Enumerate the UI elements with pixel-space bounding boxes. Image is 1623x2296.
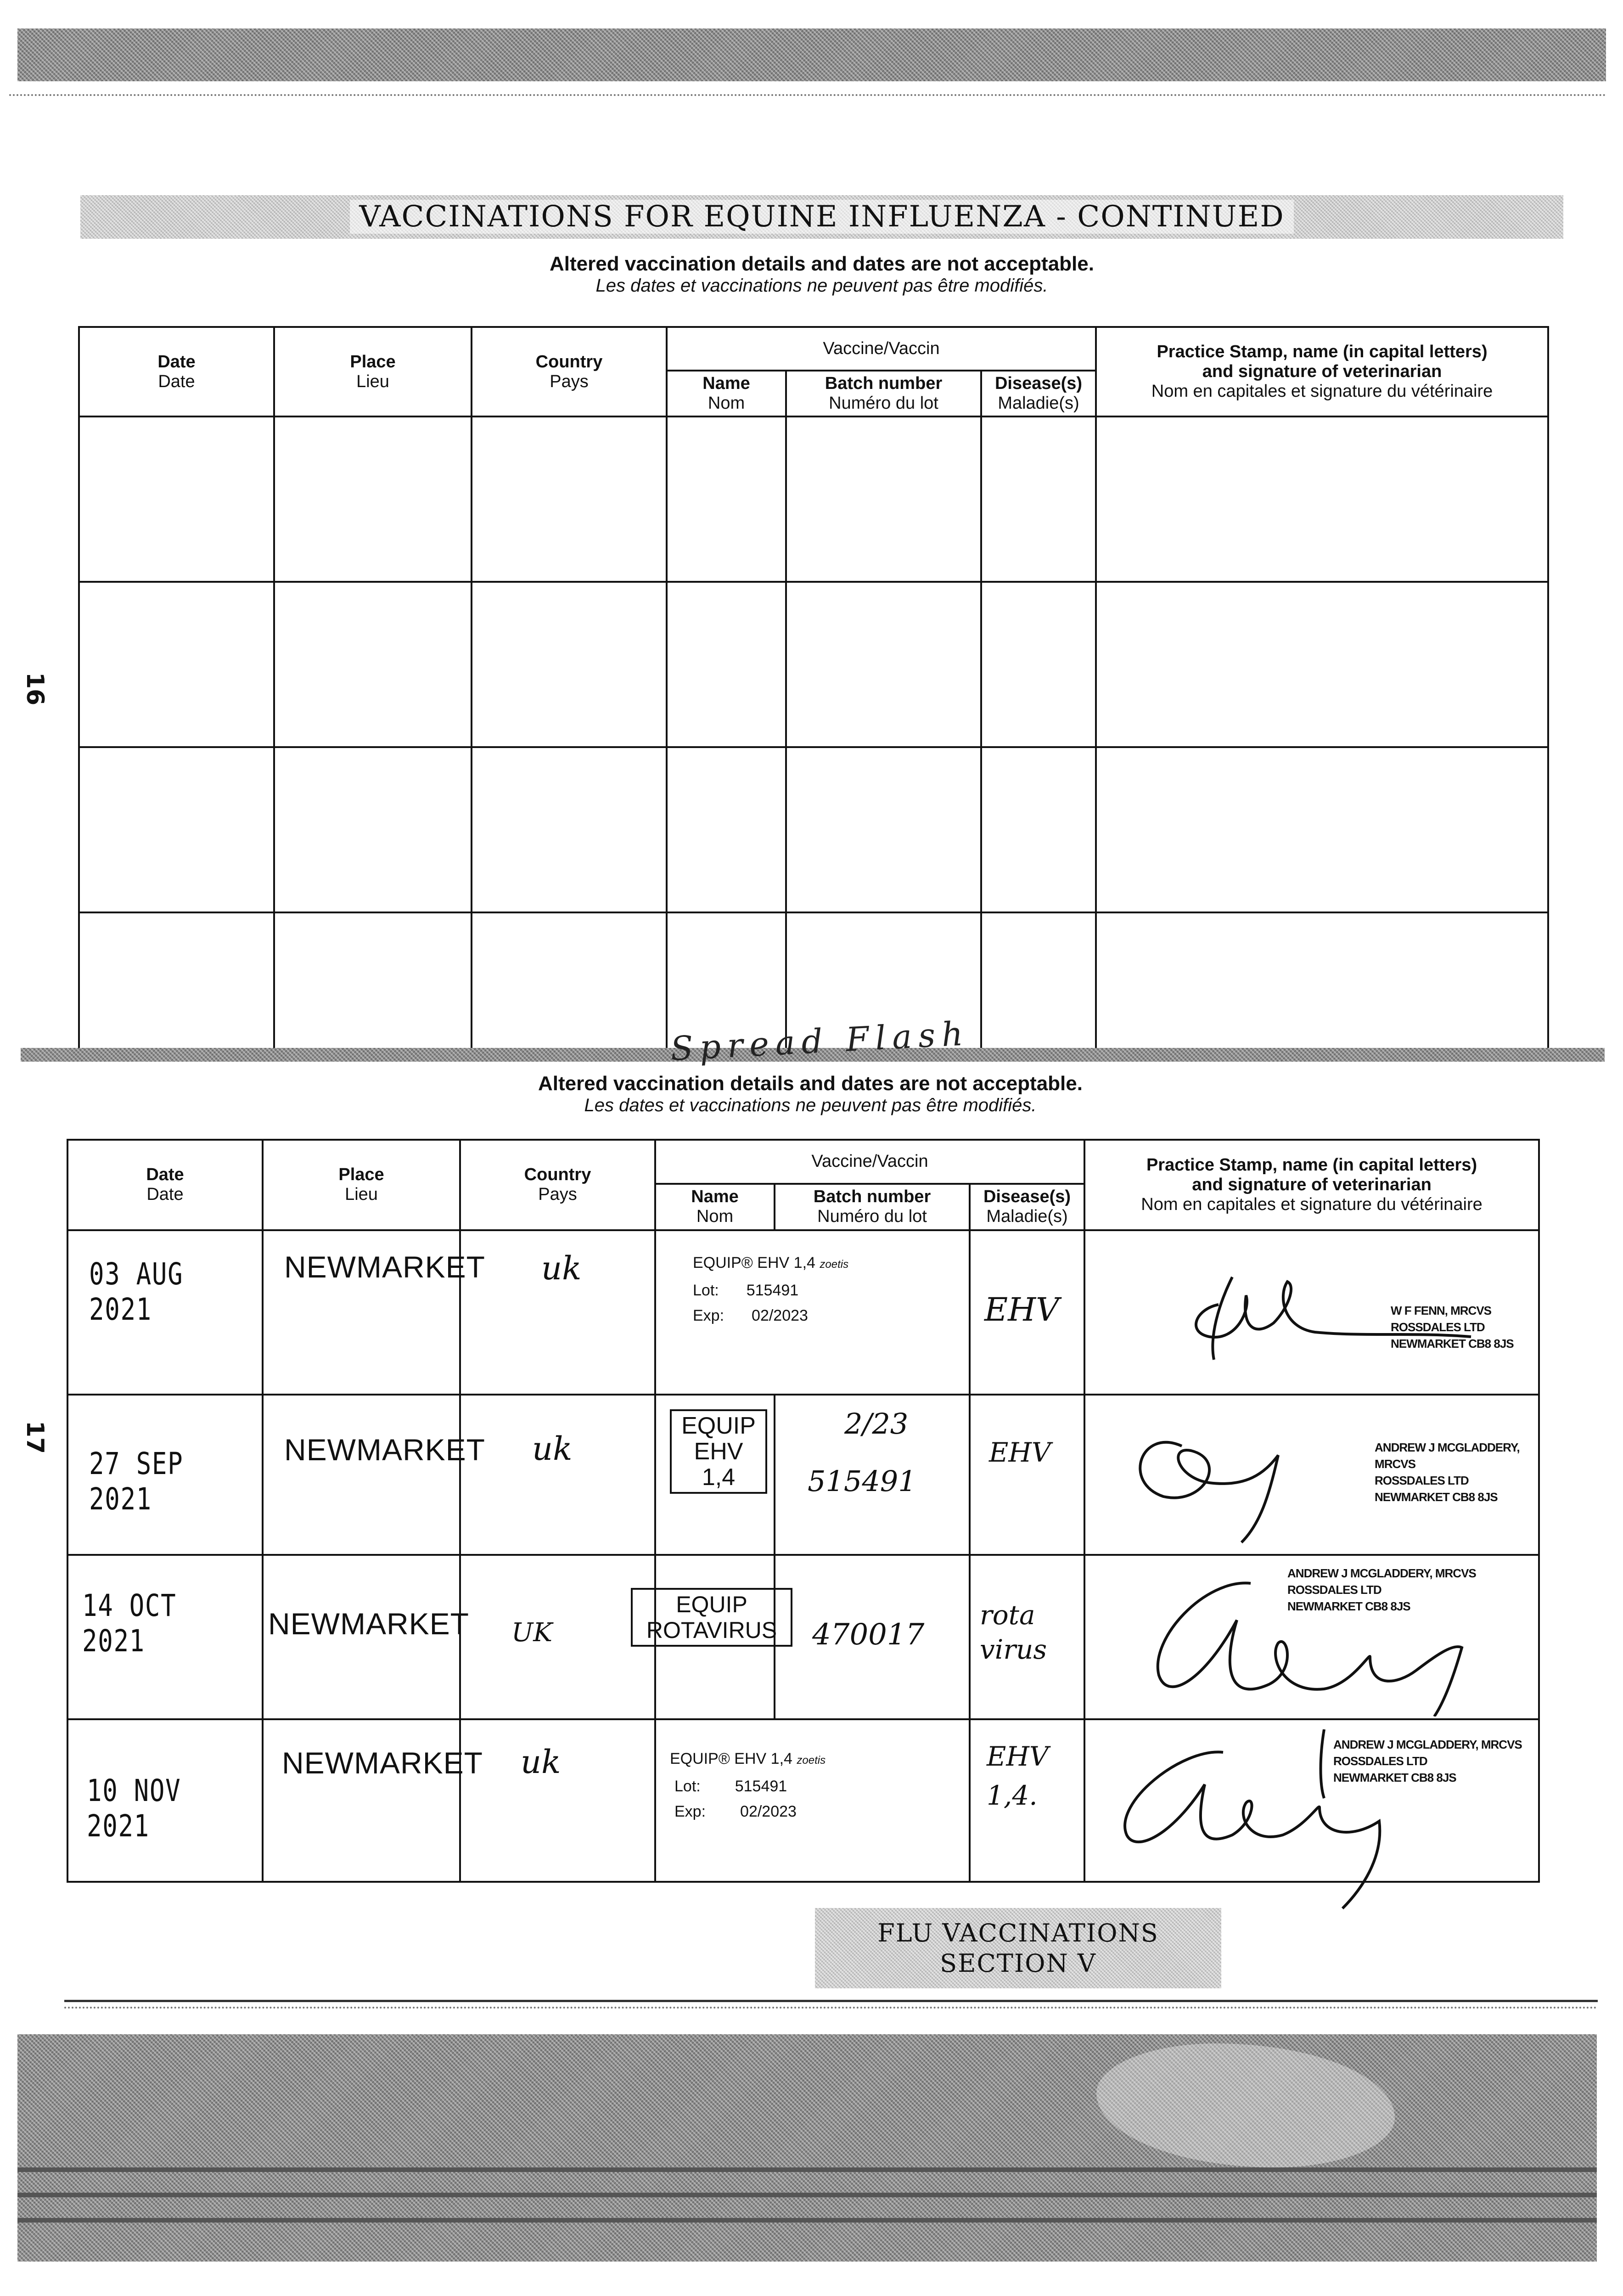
date-stamp: 10 NOV 2021 [87, 1773, 181, 1844]
vet-stamp: ANDREW J MCGLADDERY, MRCVS ROSSDALES LTD NEWMARKET CB8 8JS [1287, 1566, 1476, 1613]
disease-handwritten-line1: rota [980, 1599, 1035, 1631]
date-cell [67, 1719, 263, 1882]
batch-number-handwritten: 470017 [812, 1617, 925, 1652]
table-row [67, 1719, 1539, 1882]
place-cell [263, 1395, 485, 1554]
top-note-en: Altered vaccination details and dates are not acceptable. [550, 253, 1094, 275]
footer-rule [64, 2000, 1598, 2002]
header-name: Name Nom [655, 1184, 775, 1230]
vaccine-exp: Exp: 02/2023 [693, 1306, 808, 1324]
country-cell [460, 1230, 655, 1395]
vaccine-product [693, 1254, 848, 1272]
table-row [67, 1395, 1539, 1554]
bottom-note [69, 1072, 1552, 1116]
vaccine-exp: Exp: 02/2023 [674, 1803, 797, 1821]
header-date: Date Date [79, 327, 274, 416]
vaccine-product-text: EQUIP® EHV 1,4 [670, 1750, 792, 1768]
vaccine-label-cell [655, 1719, 970, 1882]
footer-section-line2: SECTION V [940, 1949, 1096, 1978]
footer-section-line1: FLU VACCINATIONS [877, 1919, 1159, 1947]
table-row [79, 747, 1548, 912]
bottom-band-stripe [17, 2167, 1597, 2172]
country-handwritten: UK [511, 1617, 553, 1648]
vaccine-name-cell [646, 1555, 777, 1720]
disease-handwritten-line2: virus [980, 1633, 1047, 1665]
vaccine-name-stamp: EQUIP EHV 1,4 [670, 1409, 767, 1494]
date-stamp: 27 SEP 2021 [89, 1446, 184, 1517]
country-cell [460, 1719, 655, 1882]
header-name: Name Nom [667, 371, 786, 416]
disease-cell [970, 1719, 1084, 1882]
vet-stamp: W F FENN, MRCVS ROSSDALES LTD NEWMARKET CB8 8JS [1391, 1303, 1514, 1351]
place-cell [263, 1719, 483, 1882]
disease-cell [970, 1555, 1084, 1720]
vaccine-product-text: EQUIP® EHV 1,4 [693, 1254, 815, 1272]
vaccine-product [670, 1750, 826, 1768]
top-header-band [17, 28, 1606, 81]
country-cell [460, 1395, 655, 1554]
country-handwritten: uk [541, 1249, 582, 1287]
bottom-vaccination-table [67, 1139, 1540, 1883]
vaccine-brand: zoetis [797, 1754, 826, 1767]
place-cell [263, 1230, 485, 1395]
vet-cell [1084, 1230, 1539, 1395]
header-practice: Practice Stamp, name (in capital letters) and signature of veterinarian Nom en capitales et signature du vétérinaire [1084, 1140, 1539, 1230]
vaccine-label-cell [655, 1230, 970, 1395]
table-row [67, 1555, 1539, 1720]
bottom-note-fr: Les dates et vaccinations ne peuvent pas être modifiés. [584, 1095, 1037, 1115]
header-vaccine: Vaccine/Vaccin [667, 327, 1096, 371]
disease-handwritten: EHV [984, 1290, 1059, 1328]
vaccine-name-stamp: EQUIP ROTAVIRUS [631, 1588, 792, 1647]
disease-handwritten: EHV [989, 1437, 1051, 1469]
disease-handwritten-line1: EHV [987, 1741, 1049, 1773]
top-section-title-text: VACCINATIONS FOR EQUINE INFLUENZA - CONTINUED [350, 200, 1293, 234]
header-disease: Disease(s) Maladie(s) [970, 1184, 1084, 1230]
disease-cell [970, 1395, 1084, 1554]
page-number-17: 17 [21, 1420, 49, 1454]
header-batch: Batch number Numéro du lot [775, 1184, 970, 1230]
table-row [79, 416, 1548, 582]
bottom-note-en: Altered vaccination details and dates are not acceptable. [538, 1072, 1083, 1095]
bottom-band-stripe [17, 2218, 1597, 2223]
page-number-16: 16 [21, 672, 49, 706]
bottom-band-texture [1096, 2043, 1395, 2167]
top-vaccination-table [78, 326, 1549, 1051]
place-stamp: NEWMARKET [284, 1249, 485, 1284]
place-stamp: NEWMARKET [284, 1433, 485, 1467]
batch-expiry-handwritten: 2/23 [844, 1407, 909, 1441]
top-section-title [80, 195, 1563, 239]
country-cell [460, 1555, 655, 1720]
date-cell [67, 1555, 263, 1720]
vet-stamp: ANDREW J MCGLADDERY, MRCVS ROSSDALES LTD NEWMARKET CB8 8JS [1375, 1441, 1520, 1504]
batch-cell [775, 1395, 970, 1554]
country-handwritten: uk [521, 1743, 561, 1781]
disease-cell [970, 1230, 1084, 1395]
disease-handwritten-line2: 1,4. [987, 1780, 1038, 1812]
place-cell [263, 1555, 469, 1720]
place-stamp: NEWMARKET [268, 1606, 469, 1641]
country-handwritten: uk [532, 1430, 573, 1468]
top-note-fr: Les dates et vaccinations ne peuvent pas être modifiés. [595, 276, 1048, 296]
bottom-dark-band [17, 2034, 1597, 2262]
header-vaccine: Vaccine/Vaccin [655, 1140, 1084, 1184]
header-date: Date Date [67, 1140, 263, 1230]
vet-stamp: ANDREW J MCGLADDERY, MRCVS ROSSDALES LTD NEWMARKET CB8 8JS [1333, 1738, 1522, 1785]
batch-number-handwritten: 515491 [808, 1464, 916, 1498]
vaccine-lot: Lot: 515491 [693, 1281, 799, 1299]
top-note [80, 253, 1563, 296]
header-disease: Disease(s) Maladie(s) [981, 371, 1096, 416]
bottom-band-stripe [17, 2193, 1597, 2197]
header-practice: Practice Stamp, name (in capital letters) and signature of veterinarian Nom en capitales et signature du vétérinaire [1096, 327, 1548, 416]
footer-section-label [815, 1908, 1221, 1988]
batch-cell [775, 1555, 970, 1720]
header-place: Place Lieu [274, 327, 472, 416]
vet-cell [1084, 1719, 1539, 1882]
header-country: Country Pays [460, 1140, 655, 1230]
place-stamp: NEWMARKET [282, 1746, 483, 1780]
header-place: Place Lieu [263, 1140, 460, 1230]
date-stamp: 14 OCT 2021 [82, 1587, 177, 1659]
table-row [67, 1230, 1539, 1395]
date-stamp: 03 AUG 2021 [89, 1256, 184, 1327]
footer-rule-dotted [64, 2007, 1598, 2009]
header-batch: Batch number Numéro du lot [786, 371, 981, 416]
vaccine-brand: zoetis [820, 1258, 849, 1271]
vet-cell [1084, 1555, 1539, 1720]
vet-signature [1113, 1409, 1342, 1547]
vet-cell [1084, 1395, 1539, 1554]
overlay-handwriting: Spread Flash [669, 1014, 971, 1068]
vaccine-name-cell [655, 1395, 775, 1554]
vaccine-lot: Lot: 515491 [674, 1778, 787, 1795]
scan-noise-line [9, 94, 1607, 99]
table-row [79, 582, 1548, 747]
header-country: Country Pays [472, 327, 667, 416]
date-cell [67, 1395, 263, 1554]
date-cell [67, 1230, 263, 1395]
